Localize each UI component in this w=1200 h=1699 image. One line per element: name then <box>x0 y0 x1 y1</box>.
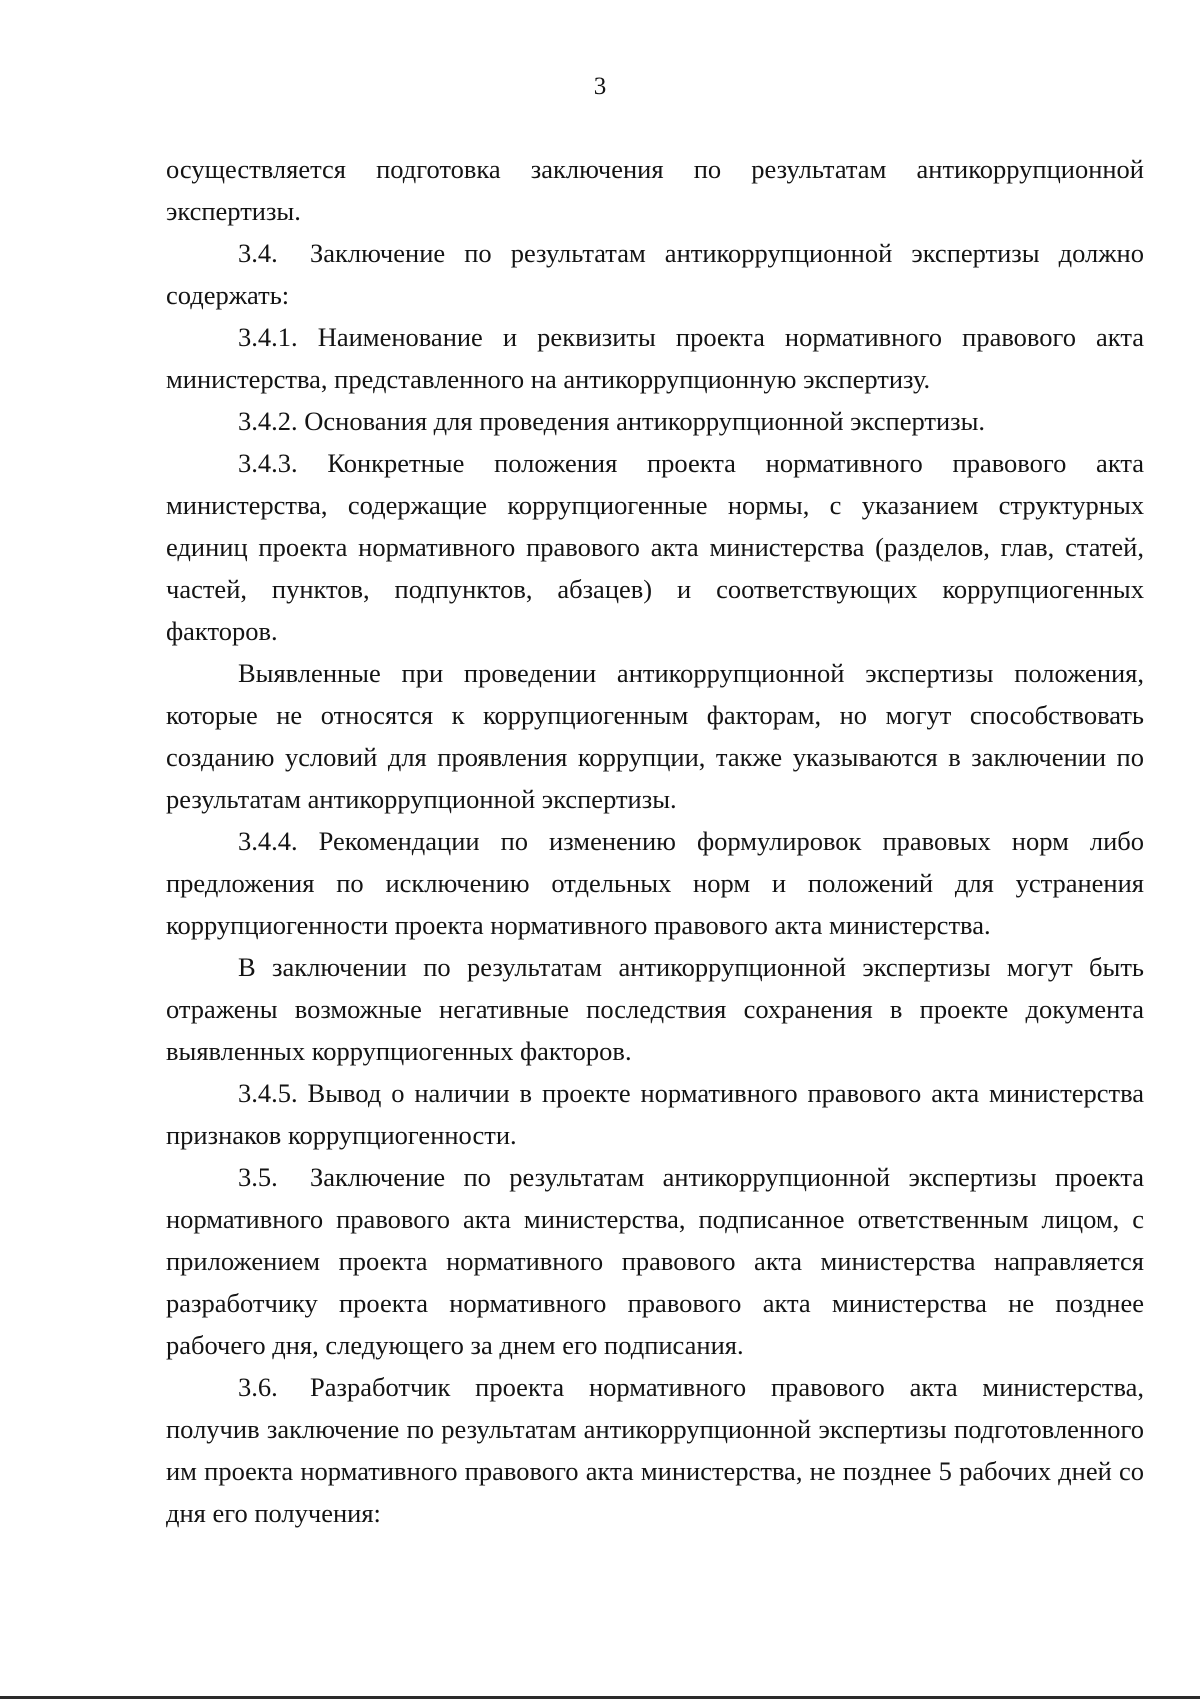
paragraph-3-4-1 <box>166 316 1144 400</box>
paragraph-text: Вывод о наличии в проекте нормативного правового акта министерства признаков коррупциогенности. <box>166 1078 1144 1150</box>
clause-number: 3.4.2. <box>238 406 298 436</box>
paragraph-3-4-4 <box>166 820 1144 946</box>
paragraph-3-4-3 <box>166 442 1144 652</box>
clause-number: 3.4. <box>238 238 278 268</box>
paragraph-text: В заключении по результатам антикоррупционной экспертизы могут быть отражены возможные негативные последствия сохранения в проекте документа выявленных коррупциогенных факторов. <box>166 952 1144 1066</box>
page-number: 3 <box>593 73 607 100</box>
clause-number: 3.4.5. <box>238 1078 298 1108</box>
paragraph-text: Наименование и реквизиты проекта нормативного правового акта министерства, представленного на антикоррупционную экспертизу. <box>166 322 1144 394</box>
clause-number: 3.4.4. <box>238 826 298 856</box>
paragraph-text: Рекомендации по изменению формулировок правовых норм либо предложения по исключению отдельных норм и положений для устранения коррупциогенности проекта нормативного правового акта министерства. <box>166 826 1144 940</box>
paragraph-3-6 <box>166 1366 1144 1534</box>
clause-number: 3.5. <box>238 1162 278 1192</box>
paragraph-text: Разработчик проекта нормативного правового акта министерства, получив заключение по результатам антикоррупционной экспертизы подготовленного им проекта нормативного правового акта министерства, не позднее 5 рабочих дней со дня его получения: <box>166 1372 1144 1528</box>
paragraph-text: осуществляется подготовка заключения по результатам антикоррупционной экспертизы. <box>166 154 1144 226</box>
paragraph-3-4-2 <box>166 400 1144 442</box>
clause-number: 3.4.1. <box>238 322 298 352</box>
paragraph-3-4-5 <box>166 1072 1144 1156</box>
clause-number: 3.4.3. <box>238 448 298 478</box>
paragraph-text: Основания для проведения антикоррупционной экспертизы. <box>304 406 986 436</box>
paragraph-text: Заключение по результатам антикоррупционной экспертизы должно содержать: <box>166 238 1144 310</box>
paragraph-negative-consequences <box>166 946 1144 1072</box>
paragraph-text: Выявленные при проведении антикоррупционной экспертизы положения, которые не относятся к коррупциогенным факторам, но могут способствовать созданию условий для проявления коррупции, также указываются в заключении по результатам антикоррупционной экспертизы. <box>166 658 1144 814</box>
clause-number: 3.6. <box>238 1372 278 1402</box>
paragraph-identified-provisions <box>166 652 1144 820</box>
paragraph-3-5 <box>166 1156 1144 1366</box>
paragraph-text: Заключение по результатам антикоррупционной экспертизы проекта нормативного правового акта министерства, подписанное ответственным лицом, с приложением проекта нормативного правового акта министерства направляется разработчику проекта нормативного правового акта министерства не позднее рабочего дня, следующего за днем его подписания. <box>166 1162 1144 1360</box>
document-body <box>166 148 1144 1534</box>
paragraph-continuation <box>166 148 1144 232</box>
paragraph-text: Конкретные положения проекта нормативного правового акта министерства, содержащие коррупциогенные нормы, с указанием структурных единиц проекта нормативного правового акта министерства (разделов, глав, статей, частей, пунктов, подпунктов, абзацев) и соответствующих коррупциогенных факторов. <box>166 448 1145 646</box>
paragraph-3-4 <box>166 232 1144 316</box>
